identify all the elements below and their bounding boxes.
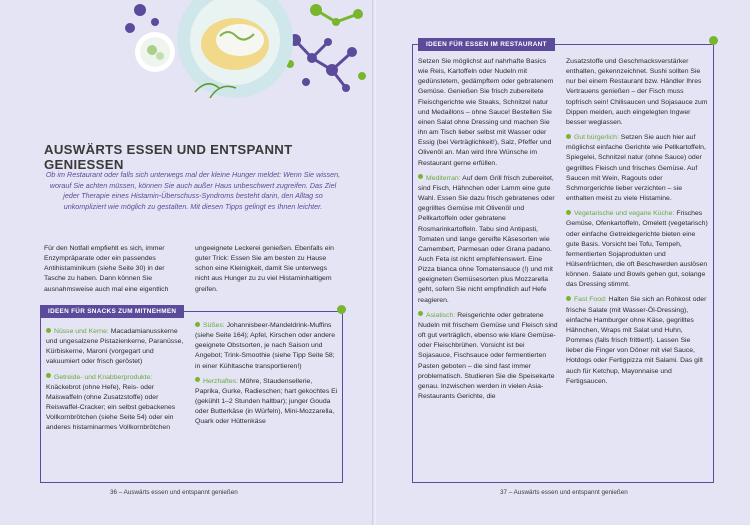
item-text: Frisches Gemüse, Ofenkartoffeln, Omelett (vegetarisch) oder einfache Getreidegerichte bieten eine gute Basis. Vorsicht bei Tofu, Tempeh, fermentierten Sojaprodukten und Hülsenfrüchten, die oft Beschwerden auslösen können. Salate und Bowls gehen gut, solange das Dressing stimmt. bbox=[566, 210, 708, 289]
intro-text: Ob im Restaurant oder falls sich unterwegs mal der kleine Hunger meldet: Wenn Sie wissen, worauf Sie achten müssen, können Sie auch außer Haus unbeschwert zugreifen. Das Ziel jeder Therapie eines Histamin-Überschuss-Syndroms besteht darin, den Alltag so unkompliziert wie möglich zu gestalten. Mit diesen Tipps gelingt es Ihnen leichter. bbox=[45, 170, 341, 211]
item-title: Asiatisch: bbox=[426, 311, 456, 319]
page-heading: AUSWÄRTS ESSEN UND ENTSPANNT GENIESSEN bbox=[44, 142, 293, 172]
snacks-col1 bbox=[46, 327, 188, 439]
item-text: Johannisbeer-Mandeldrink-Muffins (siehe Seite 164); Apfel, Kirschen oder andere geeignete Obstsorten, je nach Saison und Angebot; Trink-Smoothie (siehe Tipp Seite 58; in einer Kühltasche transportieren!) bbox=[195, 322, 336, 370]
item-title: Vegetarische und vegane Küche: bbox=[574, 210, 675, 218]
list-item bbox=[566, 295, 708, 386]
restaurant-col2 bbox=[566, 57, 708, 392]
list-item bbox=[46, 373, 188, 434]
food-photo-decoration bbox=[100, 0, 370, 120]
bullet-dot-icon bbox=[195, 377, 200, 382]
restaurant-box-label: IDEEN FÜR ESSEN IM RESTAURANT bbox=[418, 38, 555, 51]
list-item bbox=[46, 327, 188, 368]
bullet-dot-icon bbox=[46, 373, 51, 378]
item-title: Süßes: bbox=[203, 322, 225, 329]
item-title: Mediterran: bbox=[426, 174, 461, 182]
bullet-dot-icon bbox=[566, 134, 571, 139]
body-text-col1: Für den Notfall empfiehlt es sich, immer Enzympräparate oder ein passendes Antihistaminikum (siehe Seite 30) in der Tasche zu haben. Dann können Sie ausnahmsweise auch mal eine eigentlich bbox=[44, 245, 169, 293]
restaurant-col2-intro: Zusatzstoffe und Geschmacksverstärker enthalten, gekennzeichnet. Sushi sollten Sie nur bei einem Restaurant bzw. Händler Ihres Vertrauens genießen – der Fisch muss topfrisch sein! Chilisaucen und Sojasauce zum Dippen meiden, auch eingelegten Ingwer besser weglassen. bbox=[566, 58, 708, 126]
item-text: Reisgerichte oder gebratene Nudeln mit frischem Gemüse und Fleisch sind oft gut verträglich, ebenso wie klare Gemüse- oder Fleischbrühen. Vorsicht ist bei Sojasauce, Fischsauce oder fermentierten Pasten geboten – die sind fast immer problematisch. Studieren Sie die Speisekarte genau. Inzwischen werden in vielen Asia-Restaurants Gerichte, die bbox=[418, 311, 558, 400]
page-footer-right: 37 – Auswärts essen und entspannt genießen bbox=[500, 489, 628, 496]
restaurant-col1 bbox=[418, 57, 558, 407]
bullet-dot-icon bbox=[566, 296, 571, 301]
bullet-dot-icon bbox=[195, 322, 200, 327]
bullet-dot-icon bbox=[418, 311, 423, 316]
snacks-box-label: IDEEN FÜR SNACKS ZUM MITNEHMEN bbox=[40, 305, 184, 318]
list-item bbox=[566, 209, 708, 290]
snacks-col2 bbox=[195, 321, 339, 433]
item-text: Auf dem Grill frisch zubereitet, sind Fisch, Hähnchen oder Lamm eine gute Wahl. Essen Sie dazu frisch gebratenes oder gegrilltes Gemüse mit Olivenöl und Pellkartoffeln oder gebratene Rosmarinkartoffeln. Tabu sind Antipasti, Tomaten und lange gereifte Käsesorten wie Camembert, Parmesan oder Grana padano. Auch Feta ist nicht empfehlenswert. Eine Pizza bianca ohne Tomatensauce (!) und mit geeigneten Gemüsesorten plus Mozzarella geht, sofern Sie nicht empfindlich auf Hefe reagieren. bbox=[418, 174, 555, 304]
item-text: Knäckebrot (ohne Hefe), Reis- oder Maiswaffeln (ohne Zusatzstoffe) oder Reiswaffel-Cracker; ein selbst gebackenes Vollkornbrötchen (siehe Seite 54) oder ein anderes histaminarmes Vollkornbrötchen bbox=[46, 383, 176, 432]
item-text: Halten Sie sich an Rohkost oder frische Salate (mit Wasser-Öl-Dressing), einfache Hamburger ohne Käse, gegrilltes Hähnchen, Wraps mit Salat und Huhn, Pommes (falls frisch frittiert!). Lassen Sie lieber die Finger von Döner mit viel Sauce, Hotdogs oder Fertigpizza mit Salami. Das gilt auch für Ketchup, Mayonnaise und Fertigsaucen. bbox=[566, 296, 707, 385]
restaurant-intro: Setzen Sie möglichst auf nahrhafte Basics wie Reis, Kartoffeln oder Nudeln mit gedünstetem, gedämpftem oder gebratenem Gemüse. Genießen Sie frisch zubereitete Fleischgerichte wie Steaks, Schnitzel natur und Medaillons – ohne Sauce! Bestellen Sie einen Salat ohne Dressing und machen Sie ihn am Tisch lieber selbst mit Wasser oder Essig (bei Verträglichkeit!), Salz, Pfeffer und Olivenöl an. Man wird Ihre Wünsche im Restaurant gerne erfüllen. bbox=[418, 58, 554, 167]
item-title: Herzhaftes: bbox=[203, 377, 238, 385]
body-text-col2: ungeeignete Leckerei genießen. Ebenfalls ein guter Trick: Essen Sie am besten zu Hause schon eine Kleinigkeit, damit Sie unterwegs nicht aus Hunger zu zu viel Histaminhaltigem greifen. bbox=[195, 245, 334, 293]
box-corner-dot bbox=[709, 36, 718, 45]
list-item bbox=[418, 174, 558, 306]
item-title: Gut bürgerlich: bbox=[574, 134, 619, 142]
list-item bbox=[195, 377, 339, 428]
bullet-dot-icon bbox=[566, 210, 571, 215]
item-text: Möhre, Staudensellerie, Paprika, Gurke, Radieschen; hart gekochtes Ei (gekühlt 1–2 Stunden haltbar); junger Gouda oder Butterkäse (in Würfeln), Mini-Mozzarella, Quark oder Hüttenkäse bbox=[195, 377, 338, 426]
item-text: Setzen Sie auch hier auf möglichst einfache Gerichte wie Pellkartoffeln, Spiegelei, Schnitzel natur (ohne Sauce) oder gegrilltes Fleisch und frisches Gemüse. Auf Saucen mit Wein, Ragouts oder Schmorgerichte lieber verzichten – sie enthalten meist zu viele Histamine. bbox=[566, 134, 706, 203]
item-title: Nüsse und Kerne: bbox=[54, 328, 109, 335]
item-title: Getreide- und Knabberprodukte: bbox=[54, 373, 153, 381]
bullet-dot-icon bbox=[46, 328, 51, 333]
item-text: Macadamianusskerne und ungesalzene Pistazienkerne, Paranüsse, Kürbiskerne, Maroni (vorgegart und vakuumiert oder frisch geröstet) bbox=[46, 328, 184, 366]
list-item bbox=[195, 321, 339, 372]
bullet-dot-icon bbox=[418, 174, 423, 179]
list-item bbox=[418, 311, 558, 402]
box-corner-dot bbox=[337, 305, 346, 314]
page-footer-left: 36 – Auswärts essen und entspannt genießen bbox=[110, 489, 238, 496]
item-title: Fast Food: bbox=[574, 296, 607, 304]
list-item bbox=[566, 133, 708, 204]
